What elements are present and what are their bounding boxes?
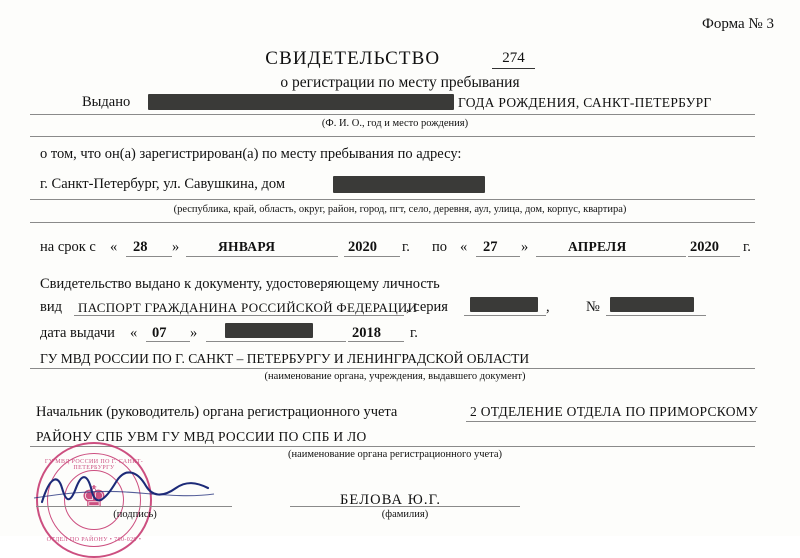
- issued-to-value: ГОДА РОЖДЕНИЯ, САНКТ-ПЕТЕРБУРГ: [458, 95, 712, 110]
- to-year-abbr: г.: [743, 239, 751, 255]
- redacted-series: [470, 297, 538, 312]
- page-title: СВИДЕТЕЛЬСТВО: [265, 48, 441, 69]
- issue-year: 2018: [352, 325, 381, 341]
- chief-label: Начальник (руководитель) органа регистрационного учета: [36, 404, 398, 420]
- from-day: 28: [133, 239, 148, 255]
- registered-line: о том, что он(а) зарегистрирован(а) по месту пребывания по адресу:: [40, 146, 462, 162]
- issued-to-label: Выдано: [82, 94, 131, 110]
- address-hint: (республика, край, область, округ, район, город, пгт, село, деревня, аул, улица, дом, корпус, квартира): [173, 204, 627, 215]
- quote-open-from: «: [110, 239, 118, 255]
- rule-from-month: [186, 256, 338, 257]
- chief-value-line2: РАЙОНУ СПБ УВМ ГУ МВД РОССИИ ПО СПБ И ЛО: [36, 429, 367, 444]
- rule-to-month: [536, 256, 686, 257]
- address-value: г. Санкт-Петербург, ул. Савушкина, дом: [40, 176, 286, 192]
- from-month: ЯНВАРЯ: [218, 239, 276, 254]
- rule-address-2: [30, 222, 755, 223]
- redacted-issue-month: [225, 323, 313, 338]
- rule-identity-authority: [30, 368, 755, 369]
- redacted-fio: [148, 94, 454, 110]
- rule-to-year: [688, 256, 740, 257]
- identity-authority: ГУ МВД РОССИИ ПО Г. САНКТ – ПЕТЕРБУРГУ И ЛЕНИНГРАДСКОЙ ОБЛАСТИ: [40, 351, 530, 366]
- rule-signature: [36, 506, 232, 507]
- to-year: 2020: [690, 239, 719, 255]
- rule-issued-to: [30, 114, 755, 115]
- identity-number-label: №: [586, 299, 600, 315]
- rule-address: [30, 199, 755, 200]
- chief-value-line1: 2 ОТДЕЛЕНИЕ ОТДЕЛА ПО ПРИМОРСКОМУ: [470, 404, 758, 419]
- term-prefix: на срок с: [40, 239, 96, 255]
- rule-chief-2: [30, 446, 755, 447]
- rule-issued-to-2: [30, 136, 755, 137]
- from-year: 2020: [348, 239, 377, 255]
- issue-date-label: дата выдачи: [40, 325, 115, 341]
- surname-hint: (фамилия): [381, 509, 429, 520]
- quote-close-issue: »: [190, 325, 198, 341]
- to-label: по: [432, 239, 448, 255]
- issue-year-abbr: г.: [410, 325, 418, 341]
- rule-issue-year: [348, 341, 404, 342]
- signer-surname: БЕЛОВА Ю.Г.: [340, 492, 442, 508]
- rule-surname: [290, 506, 520, 507]
- identity-authority-hint: (наименование органа, учреждения, выдавшего документ): [264, 371, 526, 382]
- fio-hint: (Ф. И. О., год и место рождения): [321, 118, 469, 129]
- signature-hint: (подпись): [113, 509, 157, 520]
- quote-open-issue: «: [130, 325, 138, 341]
- from-year-abbr: г.: [402, 239, 410, 255]
- identity-kind-label: вид: [40, 299, 62, 315]
- rule-to-day: [476, 256, 520, 257]
- quote-open-to: «: [460, 239, 468, 255]
- rule-chief-1: [466, 421, 756, 422]
- identity-kind-value: ПАСПОРТ ГРАЖДАНИНА РОССИЙСКОЙ ФЕДЕРАЦИИ: [78, 300, 418, 315]
- rule-issue-month: [206, 341, 346, 342]
- rule-identity-kind: [74, 315, 404, 316]
- rule-identity-series: [464, 315, 546, 316]
- identity-series-label: , серия: [406, 299, 448, 315]
- page-subtitle: о регистрации по месту пребывания: [280, 74, 520, 91]
- rule-from-year: [344, 256, 400, 257]
- stamp-top-text: ГУ МВД РОССИИ ПО Г. САНКТ-ПЕТЕРБУРГУ: [44, 459, 144, 471]
- title-block: [0, 48, 800, 92]
- issue-day: 07: [152, 325, 167, 341]
- redacted-house: [333, 176, 485, 193]
- form-number: Форма № 3: [702, 16, 774, 32]
- identity-intro: Свидетельство выдано к документу, удостоверяющему личность: [40, 276, 440, 292]
- quote-close-from: »: [172, 239, 180, 255]
- redacted-passport-number: [610, 297, 694, 312]
- rule-issue-day: [146, 341, 190, 342]
- to-day: 27: [483, 239, 498, 255]
- double-eagle-icon: ♚: [80, 480, 108, 514]
- to-month: АПРЕЛЯ: [568, 239, 627, 254]
- rule-from-day: [126, 256, 172, 257]
- certificate-number: 274: [492, 50, 535, 69]
- rule-identity-number: [606, 315, 706, 316]
- chief-hint: (наименование органа регистрационного учета): [287, 449, 503, 460]
- quote-close-to: »: [521, 239, 529, 255]
- stamp-bottom-text: ОТДЕЛ ПО РАЙОНУ • 780-029 •: [46, 537, 142, 543]
- identity-series-comma: ,: [546, 299, 550, 315]
